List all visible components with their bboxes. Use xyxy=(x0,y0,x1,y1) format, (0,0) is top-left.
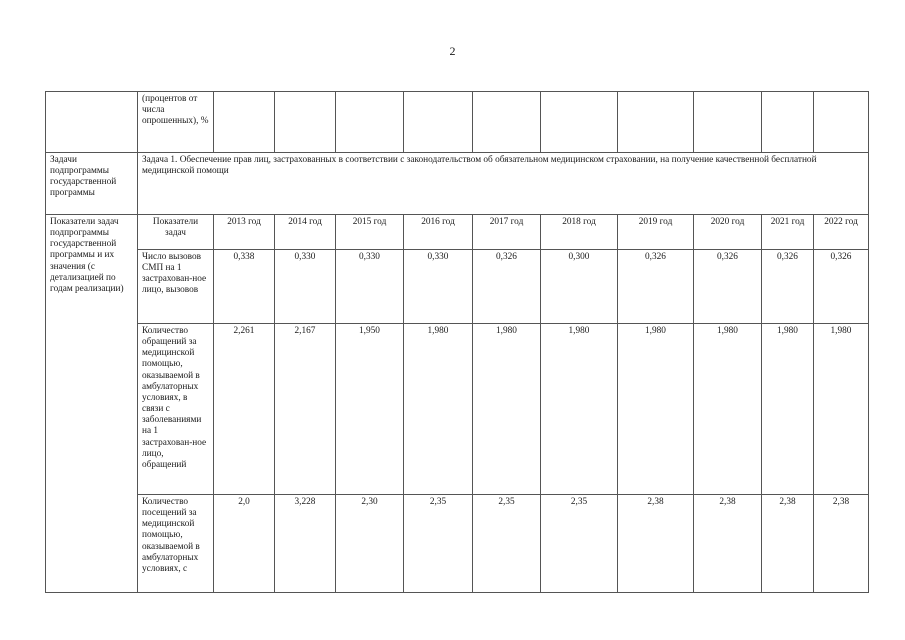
indicator-value: 0,338 xyxy=(214,250,275,324)
indicator-value: 1,980 xyxy=(762,324,814,495)
year-header: 2013 год xyxy=(214,215,275,250)
indicators-label: Показатели задач подпрограммы государственной программы и их значения (с детализацией по годам реализации) xyxy=(46,215,138,593)
indicator-value: 0,330 xyxy=(404,250,473,324)
indicator-value: 1,950 xyxy=(336,324,404,495)
empty-cell xyxy=(214,92,275,153)
page-number: 2 xyxy=(449,44,456,58)
indicator-value: 3,228 xyxy=(275,495,336,593)
empty-cell xyxy=(814,92,869,153)
indicator-value: 2,38 xyxy=(618,495,694,593)
indicator-value: 1,980 xyxy=(404,324,473,495)
indicators-header-label: Показатели задач xyxy=(138,215,214,250)
indicator-value: 2,167 xyxy=(275,324,336,495)
empty-cell xyxy=(694,92,762,153)
year-header: 2020 год xyxy=(694,215,762,250)
indicator-value: 0,330 xyxy=(275,250,336,324)
table-row xyxy=(46,215,869,250)
year-header: 2017 год xyxy=(473,215,541,250)
indicator-value: 1,980 xyxy=(814,324,869,495)
indicator-value: 1,980 xyxy=(618,324,694,495)
empty-cell xyxy=(762,92,814,153)
empty-cell xyxy=(404,92,473,153)
program-indicators-table xyxy=(45,91,869,593)
table-row xyxy=(46,92,869,153)
indicator-value: 1,980 xyxy=(473,324,541,495)
year-header: 2019 год xyxy=(618,215,694,250)
indicator-value: 2,38 xyxy=(762,495,814,593)
year-header: 2021 год xyxy=(762,215,814,250)
indicator-value: 0,326 xyxy=(762,250,814,324)
indicator-value: 0,326 xyxy=(814,250,869,324)
indicator-value: 0,330 xyxy=(336,250,404,324)
indicator-value: 1,980 xyxy=(694,324,762,495)
indicator-value: 2,38 xyxy=(814,495,869,593)
indicator-name: Число вызовов СМП на 1 застрахован-ное лицо, вызовов xyxy=(138,250,214,324)
table-row xyxy=(46,324,869,495)
indicator-value: 0,300 xyxy=(541,250,618,324)
tasks-label: Задачи подпрограммы государственной программы xyxy=(46,153,138,215)
indicator-name: Количество посещений за медицинской помощью, оказываемой в амбулаторных условиях, с xyxy=(138,495,214,593)
year-header: 2016 год xyxy=(404,215,473,250)
indicator-value: 2,35 xyxy=(404,495,473,593)
empty-cell xyxy=(473,92,541,153)
indicator-value: 2,30 xyxy=(336,495,404,593)
indicator-value: 2,0 xyxy=(214,495,275,593)
empty-cell xyxy=(275,92,336,153)
table-row xyxy=(46,495,869,593)
indicator-value: 2,35 xyxy=(541,495,618,593)
indicator-value: 2,38 xyxy=(694,495,762,593)
indicator-value: 2,35 xyxy=(473,495,541,593)
indicator-name: Количество обращений за медицинской помощью, оказываемой в амбулаторных условиях, в связи с заболеваниями на 1 застрахован-ное лицо, обращений xyxy=(138,324,214,495)
indicator-value: 0,326 xyxy=(473,250,541,324)
indicator-unit-cell: (процентов от числа опрошенных), % xyxy=(138,92,214,153)
year-header: 2014 год xyxy=(275,215,336,250)
table-row xyxy=(46,250,869,324)
indicator-value: 2,261 xyxy=(214,324,275,495)
empty-cell xyxy=(541,92,618,153)
indicator-value: 0,326 xyxy=(694,250,762,324)
table-row xyxy=(46,153,869,215)
empty-cell xyxy=(618,92,694,153)
year-header: 2022 год xyxy=(814,215,869,250)
empty-cell xyxy=(336,92,404,153)
task-1-text: Задача 1. Обеспечение прав лиц, застрахованных в соответствии с законодательством об обязательном медицинском страховании, на получение качественной бесплатной медицинской помощи xyxy=(138,153,869,215)
indicator-value: 0,326 xyxy=(618,250,694,324)
indicator-value: 1,980 xyxy=(541,324,618,495)
year-header: 2015 год xyxy=(336,215,404,250)
year-header: 2018 год xyxy=(541,215,618,250)
empty-cell xyxy=(46,92,138,153)
